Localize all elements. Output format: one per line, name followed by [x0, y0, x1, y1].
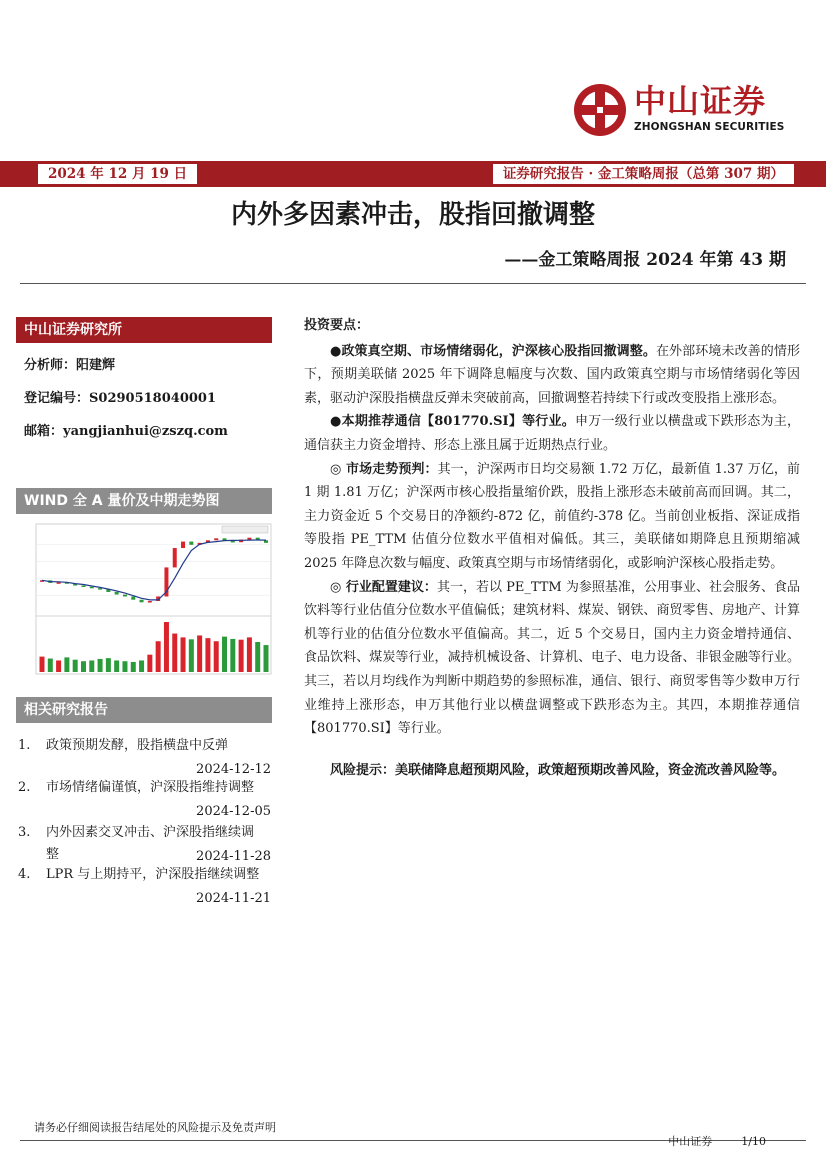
- highlight-2-lead: ●本期推荐通信【801770.SI】等行业。: [330, 414, 576, 430]
- footer-company: 中山证券: [668, 1135, 713, 1148]
- highlight-2-text: 申万一级行业以横盘或下跌形态为主，通信获主力资金增持、形态上涨且属于近期热点行业。: [304, 414, 800, 453]
- volume-bar: [106, 658, 111, 672]
- email-line: [24, 423, 228, 441]
- volume-bar: [164, 622, 169, 672]
- price-candle: [214, 538, 218, 540]
- chart-legend: [222, 526, 268, 533]
- highlight-paragraph-2: [304, 410, 800, 457]
- highlight-1-lead: ●政策真空期、市场情绪弱化，沪深核心股指回撤调整。: [330, 343, 656, 359]
- price-candle: [131, 596, 135, 599]
- price-candle: [231, 541, 235, 543]
- email-address[interactable]: yangjianhui@zszq.com: [63, 424, 228, 439]
- related-report-item[interactable]: [18, 779, 283, 823]
- volume-bar: [114, 660, 119, 672]
- volume-bar: [189, 639, 194, 672]
- price-candle: [173, 548, 177, 567]
- volume-bar: [64, 657, 69, 672]
- price-candle: [115, 592, 119, 595]
- volume-bar: [205, 638, 210, 672]
- related-report-item[interactable]: [18, 866, 283, 910]
- highlight-1-text: 在外部环境未改善的情形下，预期美联储 2025 年下调降息幅度与次数、国内政策真空期与市场情绪弱化等因素，驱动沪深股指横盘反弹未突破前高，回撤调整若持续下行或改变股指上涨形态。: [304, 343, 800, 406]
- price-candle: [140, 600, 144, 603]
- volume-bar: [222, 637, 227, 672]
- report-title-link[interactable]: LPR 与上期持平，沪深股指继续调整: [46, 867, 260, 882]
- moving-average-line: [42, 540, 266, 600]
- spacer: [304, 741, 800, 759]
- related-report-item[interactable]: [18, 737, 283, 781]
- volume-bar: [139, 660, 144, 672]
- price-candle: [123, 595, 127, 597]
- price-candle: [57, 582, 61, 584]
- highlight-paragraph-4: [304, 576, 800, 741]
- volume-bar: [147, 655, 152, 672]
- chart-svg: [26, 522, 276, 680]
- report-date: 2024 年 12 月 19 日: [38, 164, 197, 184]
- zhongshan-logo-icon: [572, 82, 628, 138]
- report-date: 2024-11-21: [196, 891, 271, 906]
- analyst-name: 阳建辉: [76, 358, 116, 373]
- page-number: 1/10: [741, 1135, 766, 1148]
- report-title: 内外多因素冲击，股指回撤调整: [230, 200, 595, 230]
- volume-bar: [98, 659, 103, 672]
- volume-bar: [131, 662, 136, 672]
- price-gridlines: [36, 545, 271, 595]
- volume-bar: [172, 634, 177, 672]
- registration-number: S0290518040001: [89, 391, 216, 406]
- price-candle: [181, 542, 185, 548]
- volume-bar: [264, 645, 269, 672]
- highlight-paragraph-3: [304, 458, 800, 576]
- highlight-4-text: 其一，若以 PE_TTM 为参照基准，公用事业、社会服务、食品饮料等行业估值分位数水平值偏低；建筑材料、煤炭、钢铁、商贸零售、房地产、计算机等行业的估值分位数水平值偏高。其二，近 5 个交易日，国内主力资金增持通信、食品饮料、煤炭等行业，减持机械设备、计算机、电子、电力设备、非银金融等行业。其三，若以月均线作为判断中期趋势的参照标准，通信、银行、商贸零售等少数申万行业维持上涨形态，申万其他行业以横盘调整或下跌形态为主。其四，本期推荐通信【801770.SI】等行业。: [304, 579, 800, 737]
- investment-highlights: [304, 314, 800, 782]
- price-candle: [189, 542, 193, 545]
- volume-bars: [40, 622, 269, 672]
- analyst-line: [24, 357, 115, 375]
- report-date: 2024-12-12: [196, 762, 271, 777]
- report-number: 1.: [18, 738, 31, 753]
- volume-bar: [255, 642, 260, 672]
- footer-page-info: [668, 1133, 766, 1149]
- report-title-link[interactable]: 内外因素交叉冲击、沪深股指继续调: [46, 825, 255, 840]
- related-reports-heading: 相关研究报告: [16, 697, 272, 723]
- related-report-item[interactable]: [18, 824, 283, 868]
- volume-bar: [56, 660, 61, 672]
- report-date: 2024-12-05: [196, 804, 271, 819]
- report-series: 证券研究报告 · 金工策略周报（总第 307 期）: [493, 164, 794, 184]
- chart-border: [36, 524, 271, 674]
- report-title-link-cont[interactable]: 整: [46, 847, 60, 862]
- volume-bar: [247, 637, 252, 672]
- price-candle: [247, 538, 251, 540]
- price-candle: [81, 586, 85, 588]
- volume-bar: [73, 660, 78, 672]
- chart-heading: WIND 全 A 量价及中期走势图: [16, 488, 272, 514]
- price-candle: [90, 587, 94, 589]
- volume-bar: [197, 635, 202, 672]
- logo-name-en: ZHONGSHAN SECURITIES: [634, 121, 785, 133]
- report-number: 4.: [18, 867, 31, 882]
- price-candles: [40, 538, 268, 603]
- volume-bar: [156, 641, 161, 672]
- highlight-3-lead: ◎ 市场走势预判：: [330, 461, 438, 477]
- report-title-link[interactable]: 市场情绪偏谨慎，沪深股指维持调整: [46, 780, 255, 795]
- logo-name-cn: 中山证券: [634, 82, 767, 120]
- registration-label: 登记编号：: [24, 391, 90, 406]
- report-title-link[interactable]: 政策预期发酵，股指横盘中反弹: [46, 738, 229, 753]
- volume-bar: [48, 659, 53, 672]
- volume-bar: [181, 637, 186, 672]
- volume-bar: [239, 640, 244, 672]
- report-number: 2.: [18, 780, 31, 795]
- company-logo: [572, 82, 804, 140]
- volume-bar: [230, 639, 235, 672]
- volume-bar: [81, 661, 86, 672]
- price-candle: [148, 601, 152, 603]
- highlight-paragraph-1: [304, 340, 800, 411]
- highlight-3-text: 其一，沪深两市日均交易额 1.72 万亿，最新值 1.37 万亿，前 1 期 1.81 万亿；沪深两市核心股指量缩价跌，股指上涨形态未破前高而回调。其二，主力资金近 5 个交易日的净额约-872 亿，前值约-378 亿。当前创业板指、深证成指等股指 PE_TTM 估值分位数水平值相对偏低。其三，美联储如期降息且预期缩减 2025 年降息次数与幅度、政策真空期与市场情绪弱化，或影响沪深核心股指走势。: [304, 461, 801, 571]
- highlight-4-lead: ◎ 行业配置建议：: [330, 579, 437, 595]
- divider: [20, 283, 806, 284]
- report-subtitle: ——金工策略周报 2024 年第 43 期: [504, 250, 786, 270]
- disclaimer-note: 请务必仔细阅读报告结尾处的风险提示及免责声明: [34, 1121, 276, 1134]
- wind-a-price-volume-chart: [26, 522, 276, 680]
- risk-warning: 风险提示：美联储降息超预期风险，政策超预期改善风险，资金流改善风险等。: [330, 762, 786, 778]
- institute-heading: 中山证券研究所: [16, 317, 272, 343]
- registration-line: [24, 390, 216, 408]
- analyst-label: 分析师：: [24, 358, 77, 373]
- volume-bar: [214, 641, 219, 672]
- volume-bar: [89, 660, 94, 672]
- highlights-heading: 投资要点：: [304, 318, 370, 333]
- report-date: 2024-11-28: [196, 849, 271, 864]
- volume-bar: [122, 661, 127, 672]
- price-candle: [98, 588, 102, 590]
- volume-bar: [40, 657, 45, 672]
- report-number: 3.: [18, 825, 31, 840]
- email-label: 邮箱：: [24, 424, 64, 439]
